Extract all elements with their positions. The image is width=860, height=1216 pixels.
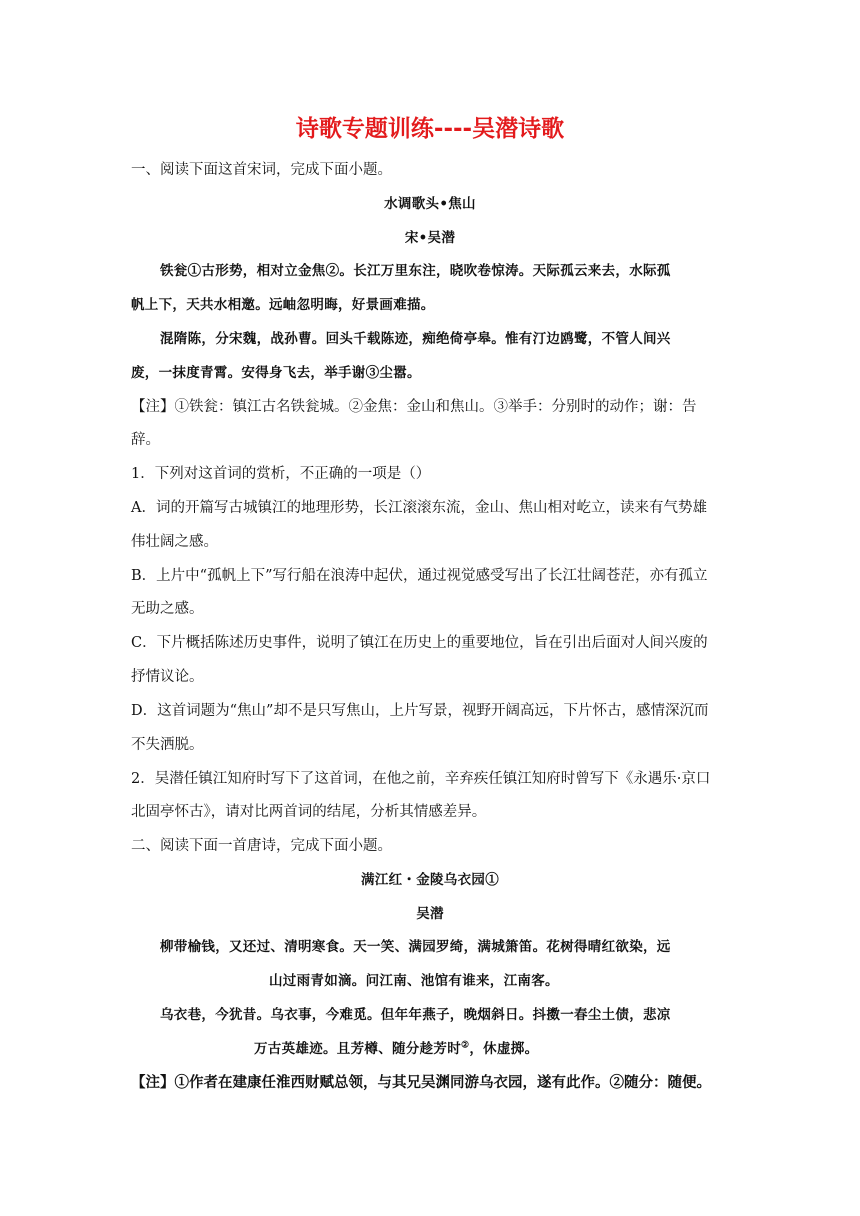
option-b-line: B．上片中“孤帆上下”写行船在浪涛中起伏，通过视觉感受写出了长江壮阔苍茫，亦有孤立 — [131, 568, 708, 584]
poem1-line: 混隋陈，分宋魏，战孙曹。回头千载陈迹，痴绝倚亭皋。惟有汀边鸥鹭，不管人间兴 — [160, 331, 671, 347]
poem1-author: 宋•吴潜 — [404, 230, 456, 246]
question-2-line: 2．吴潜任镇江知府时写下了这首词，在他之前，辛弃疾任镇江知府时曾写下《永遇乐·京口 — [131, 771, 711, 787]
poem1-line: 废，一抹度青霄。安得身飞去，举手谢③尘嚣。 — [131, 365, 421, 381]
poem1-line: 帆上下，天共水相邀。远岫忽明晦，好景画难描。 — [131, 297, 435, 313]
note2-line: 【注】①作者在建康任淮西财赋总领，与其兄吴渊同游乌衣园，遂有此作。②随分：随便。 — [131, 1074, 711, 1091]
page-title: 诗歌专题训练----吴潜诗歌 — [295, 116, 565, 142]
poem1-line: 铁瓮①古形势，相对立金焦②。长江万里东注，晓吹卷惊涛。天际孤云来去，水际孤 — [160, 263, 671, 279]
poem2-line: 山过雨青如滴。问江南、池馆有谁来，江南客。 — [269, 973, 559, 989]
option-a-line: A．词的开篇写古城镇江的地理形势，长江滚滚东流，金山、焦山相对屹立，读来有气势雄 — [131, 500, 707, 516]
option-b-line: 无助之感。 — [131, 601, 204, 617]
poem2-line-text: 万古英雄迹。且芳樽、随分趁芳时 — [254, 1041, 461, 1057]
note1-line: 【注】①铁瓮：镇江古名铁瓮城。②金焦：金山和焦山。③举手：分别时的动作；谢：告 — [131, 399, 697, 415]
question-1: 1．下列对这首词的赏析，不正确的一项是（） — [131, 466, 431, 482]
poem1-title: 水调歌头•焦山 — [384, 196, 476, 212]
question-2-line: 北固亭怀古》，请对比两首词的结尾，分析其情感差异。 — [131, 804, 487, 820]
poem2-line — [254, 1037, 538, 1057]
section2-heading: 二、阅读下面一首唐诗，完成下面小题。 — [131, 838, 392, 854]
poem2-author: 吴潜 — [416, 906, 444, 922]
option-d-line: 不失洒脱。 — [131, 737, 204, 753]
poem2-title: 满江红・金陵乌衣园① — [361, 872, 499, 888]
option-c-line: 抒情议论。 — [131, 669, 204, 685]
note1-line: 辞。 — [131, 432, 160, 448]
poem2-line: 乌衣巷，今犹昔。乌衣事，今难觅。但年年燕子，晚烟斜日。抖擞一春尘土债，悲凉 — [160, 1007, 671, 1023]
poem2-line: 柳带榆钱，又还过、清明寒食。天一笑、满园罗绮，满城箫笛。花树得晴红欲染，远 — [160, 939, 671, 955]
section1-heading: 一、阅读下面这首宋词，完成下面小题。 — [131, 162, 392, 178]
option-c-line: C．下片概括陈述历史事件，说明了镇江在历史上的重要地位，旨在引出后面对人间兴废的 — [131, 635, 708, 651]
option-d-line: D．这首词题为“焦山”却不是只写焦山，上片写景，视野开阔高远，下片怀古，感情深沉而 — [131, 703, 709, 719]
option-a-line: 伟壮阔之感。 — [131, 534, 218, 550]
poem2-line-text: ，休虚掷。 — [469, 1041, 539, 1057]
footnote-mark: ② — [461, 1040, 470, 1051]
